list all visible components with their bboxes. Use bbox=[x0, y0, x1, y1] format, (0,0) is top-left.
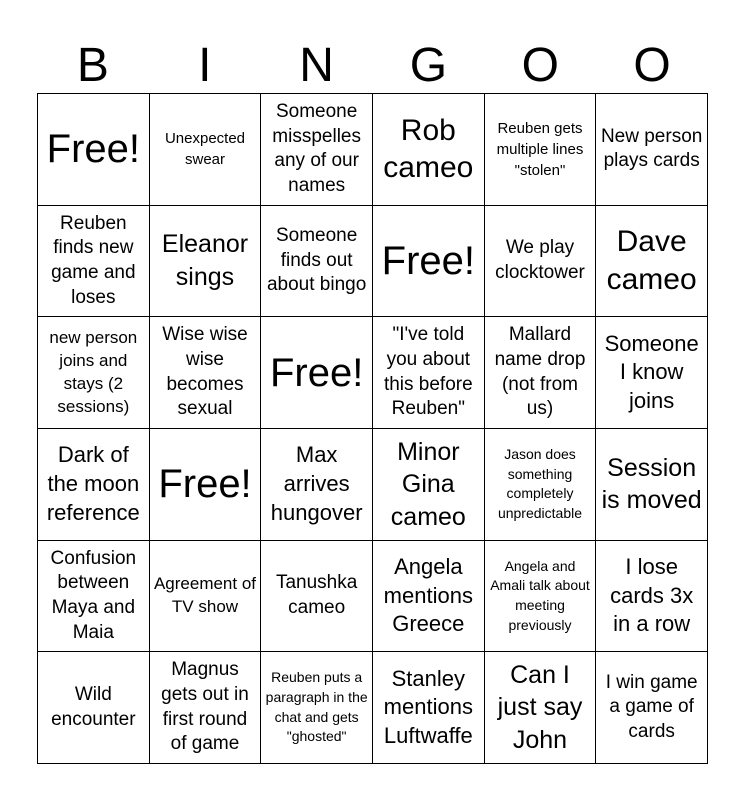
bingo-cell[interactable] bbox=[373, 317, 485, 429]
bingo-cell-text: Someone finds out about bingo bbox=[266, 224, 367, 296]
bingo-cell[interactable] bbox=[150, 652, 262, 764]
bingo-cell-text: Stanley mentions Luftwaffe bbox=[383, 665, 473, 748]
header-letter-o: O bbox=[521, 39, 559, 92]
bingo-cell-text: I lose cards 3x in a row bbox=[610, 554, 694, 637]
bingo-board bbox=[37, 93, 708, 764]
bingo-cell-text: Reuben puts a paragraph in the chat and gets "ghosted" bbox=[265, 669, 368, 745]
bingo-cell-text: I win game a game of cards bbox=[605, 671, 698, 742]
bingo-cell-text: Free! bbox=[269, 350, 364, 395]
bingo-cell-text: We play clocktower bbox=[495, 237, 585, 283]
bingo-cell-text: Free! bbox=[46, 127, 140, 172]
bingo-cell[interactable] bbox=[596, 541, 708, 653]
bingo-cell[interactable] bbox=[261, 429, 373, 541]
bingo-cell-text: Reuben gets multiple lines "stolen" bbox=[496, 119, 584, 179]
bingo-cell-text: Mallard name drop (not from us) bbox=[494, 324, 586, 420]
bingo-cell[interactable] bbox=[150, 206, 262, 318]
bingo-cell-text: Can I just say John bbox=[497, 660, 583, 754]
bingo-cell[interactable] bbox=[373, 541, 485, 653]
bingo-cell[interactable] bbox=[38, 206, 150, 318]
header-letter-i: I bbox=[198, 39, 212, 92]
bingo-cell[interactable] bbox=[38, 317, 150, 429]
bingo-cell[interactable] bbox=[150, 541, 262, 653]
bingo-cell-text: Angela mentions Greece bbox=[383, 554, 473, 637]
bingo-header bbox=[37, 38, 708, 94]
bingo-cell-text: Someone misspelles any of our names bbox=[272, 100, 361, 197]
bingo-cell-text: Max arrives hungover bbox=[270, 442, 363, 525]
bingo-cell[interactable] bbox=[596, 317, 708, 429]
bingo-cell-text: Agreement of TV show bbox=[153, 574, 257, 616]
bingo-cell-text: Wise wise wise becomes sexual bbox=[162, 324, 248, 420]
header-letter-o-2: O bbox=[633, 39, 671, 92]
bingo-cell-text: New person plays cards bbox=[600, 125, 703, 172]
bingo-cell-text: Angela and Amali talk about meeting previously bbox=[490, 557, 590, 633]
bingo-cell[interactable] bbox=[373, 94, 485, 206]
bingo-cell-text: new person joins and stays (2 sessions) bbox=[49, 327, 138, 416]
bingo-cell[interactable] bbox=[261, 94, 373, 206]
bingo-cell-text: Eleanor sings bbox=[161, 230, 249, 291]
bingo-cell[interactable] bbox=[261, 541, 373, 653]
bingo-cell[interactable] bbox=[485, 206, 597, 318]
bingo-cell[interactable] bbox=[485, 94, 597, 206]
bingo-cell-text: Tanushka cameo bbox=[275, 572, 358, 618]
bingo-cell[interactable] bbox=[596, 652, 708, 764]
bingo-cell-text: Wild encounter bbox=[51, 683, 136, 730]
bingo-cell-free[interactable] bbox=[261, 317, 373, 429]
bingo-cell[interactable] bbox=[261, 652, 373, 764]
bingo-cell-text: Dark of the moon reference bbox=[46, 442, 140, 525]
bingo-cell-text: Dave cameo bbox=[606, 225, 697, 296]
bingo-cell-text: Magnus gets out in first round of game bbox=[161, 659, 249, 755]
header-letter-n: N bbox=[299, 39, 334, 92]
bingo-cell[interactable] bbox=[596, 429, 708, 541]
bingo-cell-text: Free! bbox=[381, 238, 475, 283]
bingo-cell[interactable] bbox=[485, 317, 597, 429]
bingo-cell-text: Rob cameo bbox=[383, 113, 474, 185]
header-letter-b: B bbox=[76, 39, 109, 92]
bingo-cell-free[interactable] bbox=[373, 206, 485, 318]
bingo-cell[interactable] bbox=[596, 206, 708, 318]
bingo-cell[interactable] bbox=[38, 429, 150, 541]
bingo-cell[interactable] bbox=[485, 541, 597, 653]
bingo-cell-text: Unexpected swear bbox=[164, 130, 246, 169]
bingo-cell[interactable] bbox=[485, 652, 597, 764]
bingo-cell[interactable] bbox=[261, 206, 373, 318]
bingo-cell-text: Free! bbox=[158, 462, 252, 507]
bingo-cell[interactable] bbox=[38, 541, 150, 653]
bingo-cell[interactable] bbox=[373, 652, 485, 764]
bingo-cell-text: Reuben finds new game and loses bbox=[51, 212, 136, 308]
bingo-cell-text: "I've told you about this before Reuben" bbox=[383, 324, 473, 420]
header-letter-g: G bbox=[409, 39, 448, 92]
bingo-cell[interactable] bbox=[373, 429, 485, 541]
bingo-cell-free[interactable] bbox=[38, 94, 150, 206]
bingo-cell-text: Session is moved bbox=[601, 453, 702, 515]
bingo-cell[interactable] bbox=[596, 94, 708, 206]
bingo-cell-text: Jason does something completely unpredictable bbox=[497, 446, 583, 521]
bingo-cell-text: Someone I know joins bbox=[604, 330, 699, 413]
bingo-cell-free[interactable] bbox=[150, 429, 262, 541]
bingo-cell[interactable] bbox=[485, 429, 597, 541]
bingo-cell-text: Confusion between Maya and Maia bbox=[50, 547, 137, 643]
bingo-cell-text: Minor Gina cameo bbox=[390, 437, 466, 531]
bingo-cell[interactable] bbox=[150, 94, 262, 206]
bingo-cell[interactable] bbox=[38, 652, 150, 764]
bingo-cell[interactable] bbox=[150, 317, 262, 429]
